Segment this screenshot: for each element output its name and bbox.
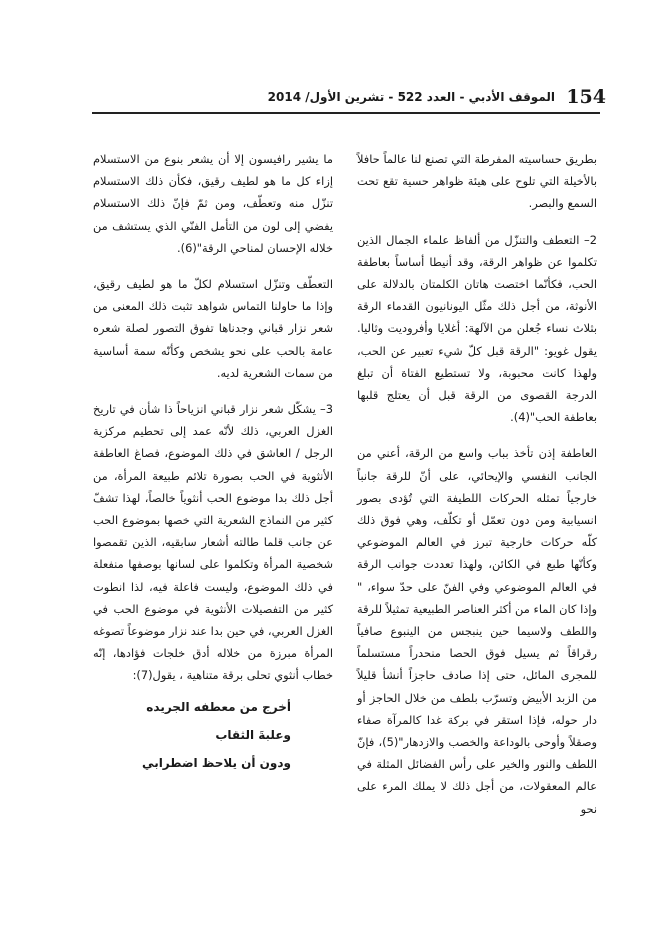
paragraph: التعطّف وتنزّل استسلام لكلّ ما هو لطيف رقيق، وإذا ما حاولنا التماس شواهد تثبت ذلك المعنى من شعر نزار قباني وجدناها تفوق التصور لصلة شعره عامة بالحب على نحو يشخص وكأنّه سمة أساسية من سمات الشعرية لديه. bbox=[93, 277, 333, 380]
page-number: 154 bbox=[566, 86, 606, 108]
header-rule bbox=[92, 112, 600, 114]
paragraph: بطريق حساسيته المفرطة التي تصنع لنا عالماً حافلاً بالأخيلة التي تلوح على هيئة ظواهر حسية تقع تحت السمع والبصر. bbox=[357, 152, 597, 211]
poem-line: أخرج من معطفه الجريده bbox=[146, 699, 291, 714]
paragraph: 3– يشكّل شعر نزار قباني انزياحاً ذا شأن في تاريخ الغزل العربي، ذلك لأنّه عمد إلى تحطيم مركزية الرجل / العاشق في ذلك الموضوع، فصاغ العاطفة الأنثوية في الحب بصورة تلائم طبيعة المرأة، من أجل ذلك بدا موضوع الحب أنثوياً خالصاً، لهذا تشفّ كثير من النماذج الشعرية التي خصها بموضوع الحب عن جانب قلما طالته أشعار سابقيه، الذين تقمصوا شخصية المرأة وتكلموا على لسانها بوصفها منفعلة في ذلك الموضوع، وليست فاعلة فيه، لذا انطوت كثير من التفصيلات الأنثوية في موضوع الحب في الغزل العربي، في حين بدا عند نزار موضوعاً تصوغه المرأة مبرزة من خلاله أدق خلجات فؤادها، إنّه خطاب أنثوي تحلى برقة متناهية ، يقول(7): bbox=[93, 402, 333, 683]
paragraph: 2– التعطف والتنزّل من ألفاظ علماء الجمال الذين تكلموا عن ظواهر الرقة، وقد أنيطا أساساً بعاطفة الحب، فكأنّما اختصت هاتان الكلمتان بالدلالة على الأنوثة، من أجل ذلك مثّل اليونانيون القدماء الرقة بثلاث نساء جُعلن من الآلهة: أغلايا وأفروديت وثاليا. يقول غويو: "الرقة قبل كلّ شيء تعبير عن الحب، ولهذا كانت محبوبة، ولا تستطيع الفتاة أن تبلغ الدرجة القصوى من الرقة قبل أن يعتلج قلبها بعاطفة الحب"(4). bbox=[357, 232, 597, 425]
poem-excerpt bbox=[93, 693, 333, 777]
poem-line: ودون أن يلاحظ اضطرابي bbox=[142, 755, 291, 770]
paragraph: العاطفة إذن تأخذ بباب واسع من الرقة، أعني من الجانب النفسي والإيحائي، على أنّ للرقة جانباً خارجياً تمثله الحركات اللطيفة التي تُؤدى بصور انسيابية ومن دون تعمّل أو تكلّف، وهي فوق ذلك كلّه حركات خارجية تبرز في العالم الموضوعي وكأنّها طبع في الكائن، ولهذا تعددت جوانب الرقة في العالم الموضوعي وفي الفنّ على حدّ سواء، " وإذا كان الماء من أكثر العناصر الطبيعية تمثيلاً للرقة واللطف ولاسيما حين ينبجس من الينبوع صافياً رقراقاً ثم يسيل فوق الحصا منحدراً مستسلماً للمجرى المائل، حتى إذا صادف حاجزاً أنشأ قليلاً من الزبد الأبيض وتسرّب بلطف من خلال الحاجز أو دار حوله، فإذا استقر في بركة غدا كالمرآة صفاء وصقلاً وأوحى بالوداعة والخصب والازدهار"(5)، فإنّ اللطف والنور والخير على رأس الفضائل المثلة في عالم المعقولات، من أجل ذلك لا يملك المرء على نحو bbox=[357, 446, 598, 816]
issue-line: الموقف الأدبي - العدد 522 - تشرين الأول/ 2014 bbox=[267, 90, 555, 104]
right-column bbox=[357, 148, 597, 824]
page-header bbox=[0, 80, 661, 116]
paragraph: ما يشير رافيسون إلا أن يشعر بنوع من الاستسلام إزاء كل ما هو لطيف رقيق، فكأن ذلك الاستسلام تنزّل منه وتعطّف، ومن ثمّ فإنّ ذلك الاستسلام يفضي إلى لون من التأمل الفنّي الذي يستشف من خلاله الإحسان لمناحي الرقة"(6). bbox=[93, 152, 333, 255]
poem-line: وعلبةَ الثقاب bbox=[215, 727, 291, 742]
left-column bbox=[93, 148, 333, 777]
